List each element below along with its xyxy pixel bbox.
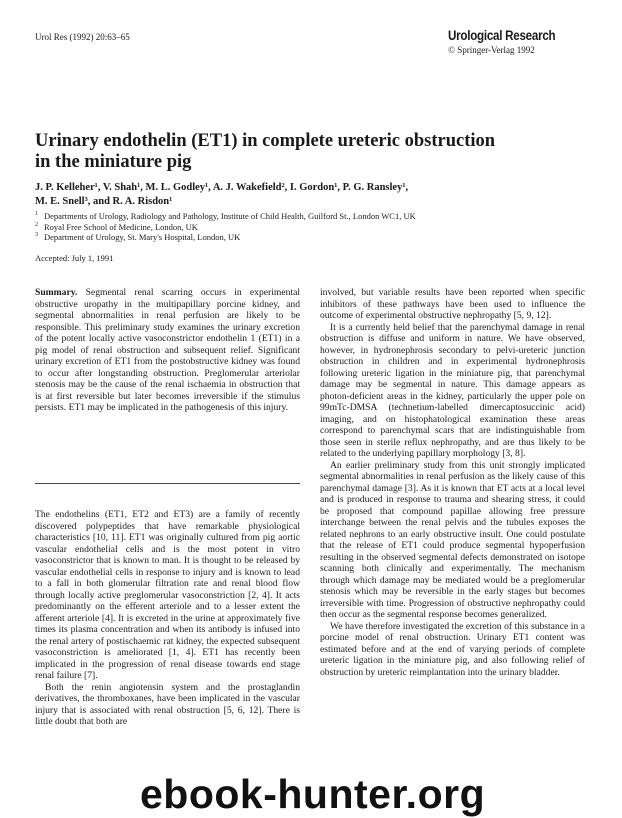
affiliation: 1 Departments of Urology, Radiology and Pathology, Institute of Child Health, Guilford St., London WC1, UK bbox=[35, 211, 416, 221]
watermark-text: ebook-hunter.org bbox=[140, 771, 486, 817]
body-paragraph: An earlier preliminary study from this unit strongly implicated segmental abnormalities in renal perfusion as the likely cause of this parenchymal damage [3]. As it is known that ET acts at a local level and is produced in response to trauma and shearing stress, it could be proposed that compound papillae allowing free pressure interchange between the renal pelvis and the tubules exposes the related nephrons to an early obstructive insult. One could postulate that the release of ET1 could produce segmental hypoperfusion resulting in the observed segmental defects demonstrated on isotope scanning both clinically and experimentally. The mechanism through which damage may be mediated would be a preglomerular stenosis which may be reversible in the early stages but becomes irreversible with time. Progression of obstructive nephropathy could then occur as the segmental response becomes generalized. bbox=[320, 459, 585, 620]
authors bbox=[35, 181, 595, 209]
article-title bbox=[35, 131, 555, 173]
introduction bbox=[35, 509, 300, 728]
section-divider bbox=[35, 483, 300, 484]
authors-line-1: J. P. Kelleher¹, V. Shah¹, M. L. Godley¹, A. J. Wakefield², I. Gordon¹, P. G. Ransley¹, bbox=[35, 182, 409, 193]
body-paragraph: involved, but variable results have been reported when specific inhibitors of these pathways have been used to influence the outcome of experimental obstructive nephropathy [5, 9, 12]. bbox=[320, 287, 585, 321]
affiliations bbox=[35, 211, 595, 243]
copyright: © Springer-Verlag 1992 bbox=[448, 45, 535, 55]
title-line-2: in the miniature pig bbox=[35, 152, 192, 172]
affiliation: 2 Royal Free School of Medicine, London, UK bbox=[35, 221, 198, 232]
body-paragraph: We have therefore investigated the excretion of this substance in a porcine model of renal obstruction. Urinary ET1 content was estimated before and at the end of varying periods of complete ureteric ligation in the miniature pig, and also following relief of obstruction by ureteric reimplantation into the urinary bladder. bbox=[320, 620, 585, 678]
abstract-label: Summary. bbox=[35, 287, 78, 298]
citation: Urol Res (1992) 20:63–65 bbox=[35, 32, 130, 42]
abstract bbox=[35, 287, 300, 414]
journal-masthead bbox=[448, 28, 573, 55]
title-line-1: Urinary endothelin (ET1) in complete ureteric obstruction bbox=[35, 131, 496, 151]
accepted-date: Accepted: July 1, 1991 bbox=[35, 253, 114, 263]
affiliation: 3 Department of Urology, St. Mary's Hospital, London, UK bbox=[35, 232, 241, 242]
intro-paragraph: The endothelins (ET1, ET2 and ET3) are a family of recently discovered polypeptides that have remarkable physiological characteristics [10, 11]. ET1 was originally cultured from pig aortic vascular endothelial cells and is the most potent in vitro vasoconstrictor that is known to man. It is thought to be released by vascular endothelial cells in response to injury and is known to lead to a fall in both glomerular filtration rate and renal blood flow through locally active preglomerular vasoconstriction [2, 4]. It acts predominantly on the efferent arteriole and to a lesser extent the afferent arteriole [4]. It is excreted in the urine at approximately five times its plasma concentration and when its antibody is infused into the renal artery of postischaemic rat kidney, the expected subsequent vasoconstriction is ameliorated [1, 4]. ET1 has recently been implicated in the progression of renal disease towards end stage renal failure [7]. bbox=[35, 509, 300, 681]
right-column bbox=[320, 287, 585, 678]
abstract-text: Segmental renal scarring occurs in experimental obstructive uropathy in the multipapillary porcine kidney, and segmental abnormalities in renal perfusion are likely to be responsible. This preliminary study examines the urinary excretion of the potent locally active vasoconstrictor endothelin 1 (ET1) in a pig model of renal obstruction and subsequent relief. Significant urinary excretion of ET1 from the postobstructive kidney was found to occur after longstanding obstruction. Preglomerular arteriolar stenosis may be the cause of the renal ischaemia in obstruction that is at first reversible but later becomes irreversible if the stimulus persists. ET1 may be implicated in the pathogenesis of this injury. bbox=[35, 287, 300, 413]
body-paragraph: It is a currently held belief that the parenchymal damage in renal obstruction is diffuse and uniform in nature. We have observed, however, in hydronephrosis secondary to pelvi-ureteric junction obstruction in children and in experimental hydronephrosis following ureteric ligation in the miniature pig, that parenchymal damage may be segmental in nature. This damage appears as photon-deficient areas in the kidney, particularly the upper pole on 99mTc-DMSA (technetium-labelled dimercaptosuccinic acid) imaging, and on histophatological examination these areas correspond to parenchymal scars that are indistinguishable from those seen in sterile reflux nephropathy, and are thus likely to be related to the underlying papillary morphology [3, 8]. bbox=[320, 321, 585, 459]
authors-line-2: M. E. Snell³, and R. A. Risdon¹ bbox=[35, 196, 173, 207]
journal-name: Urological Research bbox=[448, 28, 556, 43]
intro-paragraph: Both the renin angiotensin system and the prostaglandin derivatives, the thromboxanes, have been implicated in the vascular injury that is associated with renal obstruction [5, 6, 12]. There is little doubt that both are bbox=[35, 681, 300, 727]
